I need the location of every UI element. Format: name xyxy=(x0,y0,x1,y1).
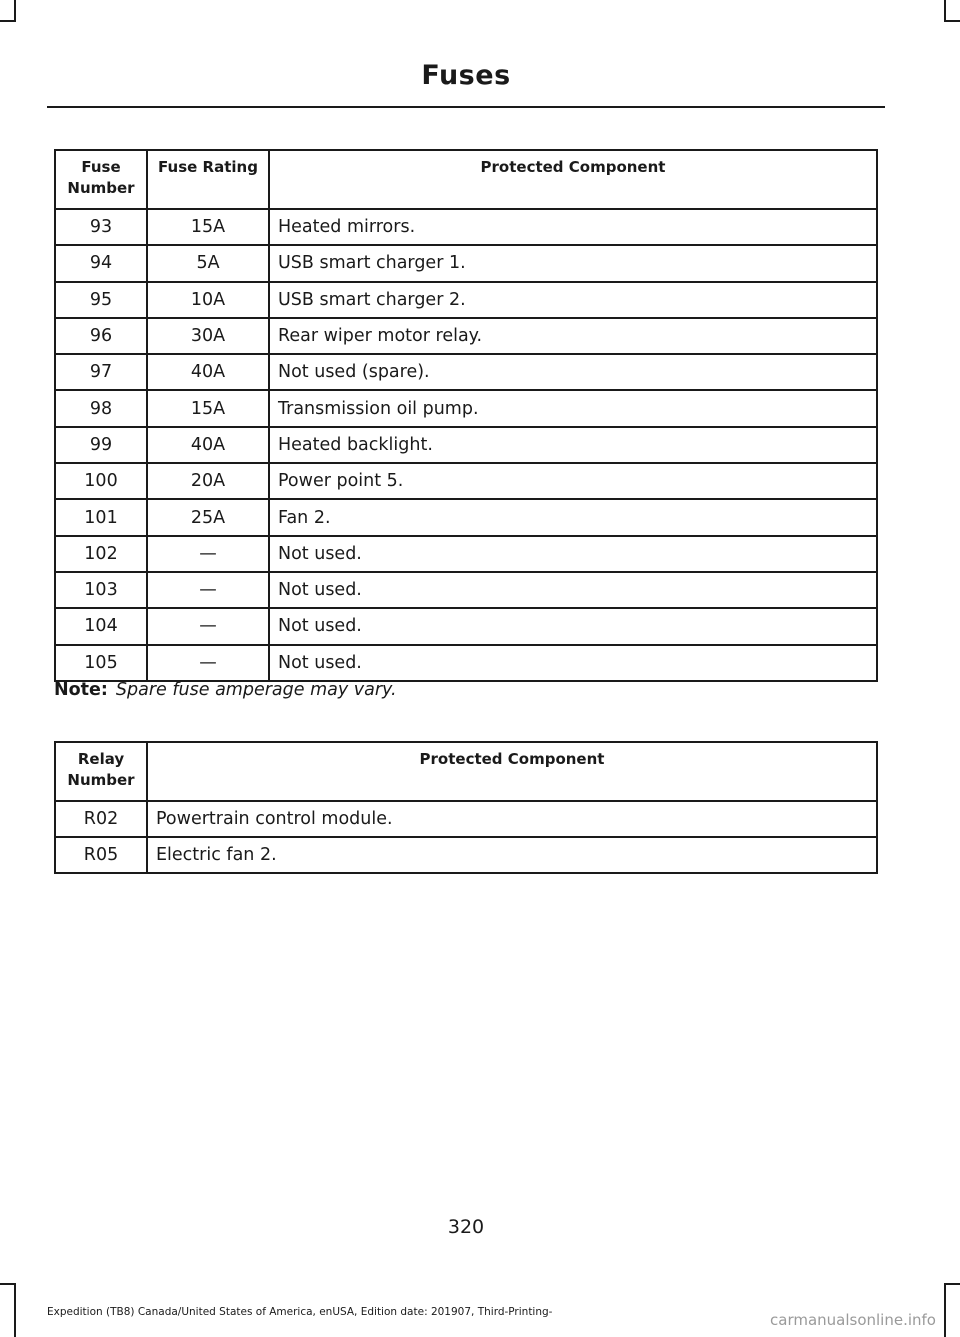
fuse-rating-cell: 40A xyxy=(147,427,269,463)
table-row xyxy=(55,801,877,837)
fuse-rating-cell: 25A xyxy=(147,499,269,535)
relay-table-header-row xyxy=(55,742,877,801)
fuse-number-cell: 101 xyxy=(55,499,147,535)
fuse-number-cell: 105 xyxy=(55,645,147,681)
protected-component-cell: USB smart charger 1. xyxy=(269,245,877,281)
table-row xyxy=(55,427,877,463)
fuse-rating-cell: 15A xyxy=(147,209,269,245)
crop-mark xyxy=(944,1283,946,1337)
relay-component-header: Protected Component xyxy=(147,742,877,801)
protected-component-cell: Transmission oil pump. xyxy=(269,390,877,426)
fuse-number-cell: 103 xyxy=(55,572,147,608)
table-row xyxy=(55,645,877,681)
table-row xyxy=(55,390,877,426)
note xyxy=(54,680,397,700)
page-title: Fuses xyxy=(421,60,511,91)
fuse-number-cell: 102 xyxy=(55,536,147,572)
fuse-number-header: Fuse Number xyxy=(55,150,147,209)
table-row xyxy=(55,245,877,281)
note-label: Note: xyxy=(54,680,108,700)
page-number: 320 xyxy=(447,1216,485,1238)
fuse-number-cell: 100 xyxy=(55,463,147,499)
table-row xyxy=(55,318,877,354)
fuse-rating-cell: — xyxy=(147,645,269,681)
crop-mark xyxy=(14,1283,16,1337)
protected-component-cell: Power point 5. xyxy=(269,463,877,499)
fuse-rating-cell: — xyxy=(147,536,269,572)
fuse-number-cell: 94 xyxy=(55,245,147,281)
fuse-table xyxy=(54,149,878,682)
protected-component-cell: Heated mirrors. xyxy=(269,209,877,245)
crop-mark xyxy=(944,20,960,22)
fuse-number-cell: 104 xyxy=(55,608,147,644)
protected-component-cell: Not used (spare). xyxy=(269,354,877,390)
fuse-rating-header: Fuse Rating xyxy=(147,150,269,209)
protected-component-cell: Not used. xyxy=(269,536,877,572)
protected-component-cell: Heated backlight. xyxy=(269,427,877,463)
crop-mark xyxy=(0,20,16,22)
relay-table-body xyxy=(55,801,877,873)
fuse-number-cell: 93 xyxy=(55,209,147,245)
fuse-number-cell: 97 xyxy=(55,354,147,390)
relay-number-header: Relay Number xyxy=(55,742,147,801)
fuse-number-cell: 98 xyxy=(55,390,147,426)
table-row xyxy=(55,282,877,318)
relay-number-cell: R02 xyxy=(55,801,147,837)
protected-component-cell: USB smart charger 2. xyxy=(269,282,877,318)
table-row xyxy=(55,608,877,644)
table-row xyxy=(55,572,877,608)
fuse-table-body xyxy=(55,209,877,681)
fuse-rating-cell: 5A xyxy=(147,245,269,281)
footer-edition: Expedition (TB8) Canada/United States of America, enUSA, Edition date: 201907, Third-Printing- xyxy=(47,1306,553,1318)
relay-component-cell: Electric fan 2. xyxy=(147,837,877,873)
fuse-rating-cell: 30A xyxy=(147,318,269,354)
fuse-number-cell: 96 xyxy=(55,318,147,354)
fuse-rating-cell: 20A xyxy=(147,463,269,499)
fuse-rating-cell: — xyxy=(147,608,269,644)
table-row xyxy=(55,354,877,390)
relay-table xyxy=(54,741,878,874)
protected-component-header: Protected Component xyxy=(269,150,877,209)
fuse-rating-cell: 10A xyxy=(147,282,269,318)
crop-mark xyxy=(14,0,16,22)
table-row xyxy=(55,463,877,499)
fuse-number-cell: 95 xyxy=(55,282,147,318)
fuse-rating-cell: 15A xyxy=(147,390,269,426)
crop-mark xyxy=(944,1283,960,1285)
table-row xyxy=(55,209,877,245)
crop-mark xyxy=(944,0,946,22)
table-row xyxy=(55,837,877,873)
watermark: carmanualsonline.info xyxy=(770,1311,936,1329)
protected-component-cell: Fan 2. xyxy=(269,499,877,535)
protected-component-cell: Rear wiper motor relay. xyxy=(269,318,877,354)
fuse-number-cell: 99 xyxy=(55,427,147,463)
fuse-rating-cell: 40A xyxy=(147,354,269,390)
fuse-table-header-row xyxy=(55,150,877,209)
title-divider xyxy=(47,106,885,108)
note-text: Spare fuse amperage may vary. xyxy=(115,680,397,700)
protected-component-cell: Not used. xyxy=(269,572,877,608)
protected-component-cell: Not used. xyxy=(269,645,877,681)
crop-mark xyxy=(0,1283,16,1285)
protected-component-cell: Not used. xyxy=(269,608,877,644)
relay-number-cell: R05 xyxy=(55,837,147,873)
relay-component-cell: Powertrain control module. xyxy=(147,801,877,837)
fuse-rating-cell: — xyxy=(147,572,269,608)
table-row xyxy=(55,536,877,572)
table-row xyxy=(55,499,877,535)
